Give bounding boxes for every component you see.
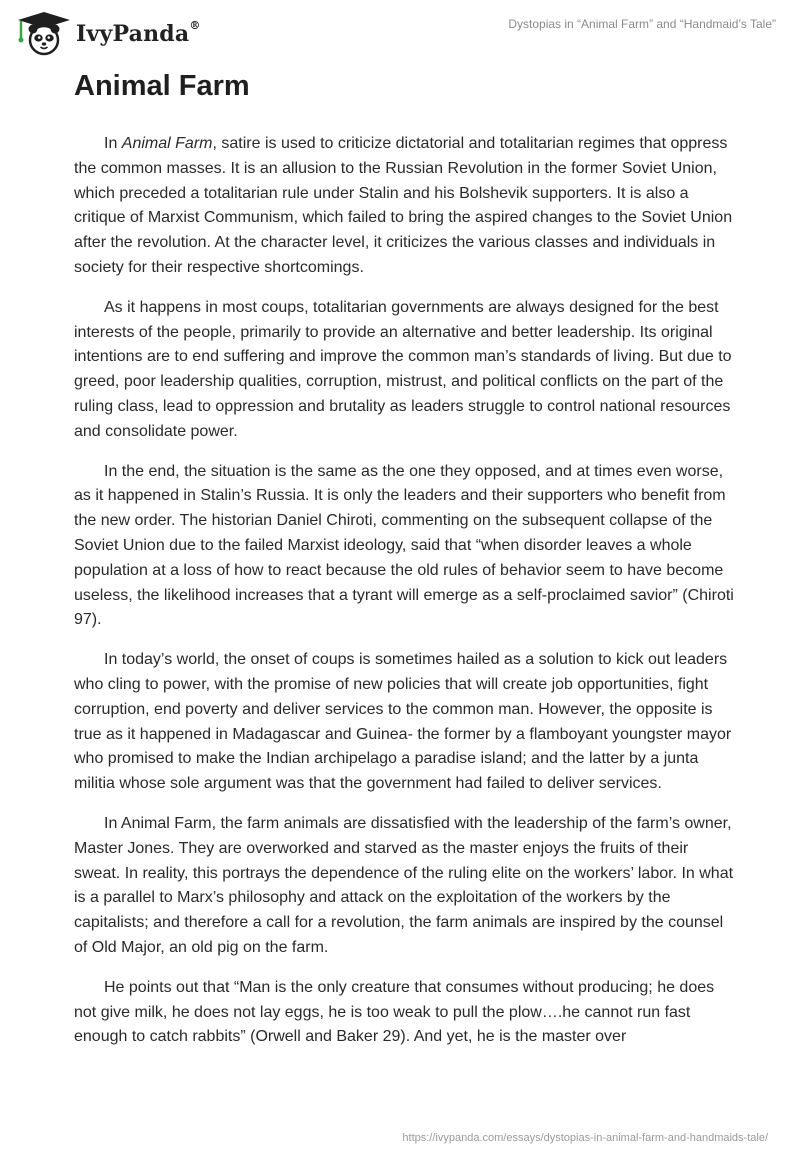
paragraph-5: In Animal Farm, the farm animals are dissatisfied with the leadership of the farm’s owner, Master Jones. They are overworked and starved as the master enjoys the fruits of their sweat. In reality, this portrays the dependence of the ruling elite on the workers’ labor. In what is a parallel to Marx’s philosophy and attack on the exploitation of the workers by the capitalists; and therefore a call for a revolution, the farm animals are inspired by the counsel of Old Major, an old pig on the farm. bbox=[74, 814, 734, 956]
source-url[interactable]: https://ivypanda.com/essays/dystopias-in-animal-farm-and-handmaids-tale/ bbox=[402, 1132, 768, 1144]
section-heading: Animal Farm bbox=[74, 70, 250, 102]
ivypanda-logo[interactable] bbox=[14, 10, 201, 56]
paragraph-3: In the end, the situation is the same as the one they opposed, and at times even worse, as it happened in Stalin’s Russia. It is only the leaders and their supporters who benefit from the new order. The historian Daniel Chiroti, commenting on the subsequent collapse of the Soviet Union due to the failed Marxist ideology, said that “when disorder leaves a whole population at a loss of how to react because the old rules of behavior seem to have become useless, the likelihood increases that a tyrant will emerge as a self-proclaimed savior” (Chiroti 97). bbox=[74, 462, 734, 629]
paragraph-1-lead: In bbox=[104, 135, 122, 152]
page-header bbox=[0, 0, 800, 60]
document-title: Dystopias in “Animal Farm” and “Handmaid’s Tale” bbox=[508, 17, 776, 31]
paragraph-4: In today’s world, the onset of coups is sometimes hailed as a solution to kick out leaders who cling to power, with the promise of new policies that will create job opportunities, fight corruption, end poverty and deliver services to the common man. However, the opposite is true as it happened in Madagascar and Guinea- the former by a flamboyant youngster mayor who promised to make the Indian archipelago a paradise island; and the latter by a junta militia whose sole argument was that the government had failed to deliver services. bbox=[74, 651, 732, 793]
paragraph-6: He points out that “Man is the only creature that consumes without producing; he does not give milk, he does not lay eggs, he is too weak to pull the plow….he cannot run fast enough to catch rabbits” (Orwell and Baker 29). And yet, he is the master over bbox=[74, 978, 715, 1046]
paragraph-2: As it happens in most coups, totalitarian governments are always designed for the best interests of the people, primarily to provide an alternative and better leadership. Its original intentions are to end suffering and improve the common man’s standards of living. But due to greed, poor leadership qualities, corruption, mistrust, and political conflicts on the part of the ruling class, lead to oppression and brutality as leaders struggle to control national resources and consolidate power. bbox=[74, 298, 732, 440]
panda-graduate-logo-icon bbox=[14, 10, 70, 56]
book-title-italic: Animal Farm bbox=[121, 135, 213, 152]
essay-body bbox=[74, 132, 734, 1065]
registered-mark: ® bbox=[189, 19, 201, 32]
brand-name: IvyPanda® bbox=[76, 19, 201, 47]
paragraph-1 bbox=[74, 132, 734, 281]
paragraph-1-rest: , satire is used to criticize dictatorial and totalitarian regimes that oppress the common masses. It is an allusion to the Russian Revolution in the former Soviet Union, which preceded a totalitarian rule under Stalin and his Bolshevik supporters. It is also a critique of Marxist Communism, which failed to bring the aspired changes to the Soviet Union after the revolution. At the character level, it criticizes the various classes and individuals in society for their respective shortcomings. bbox=[74, 135, 733, 276]
